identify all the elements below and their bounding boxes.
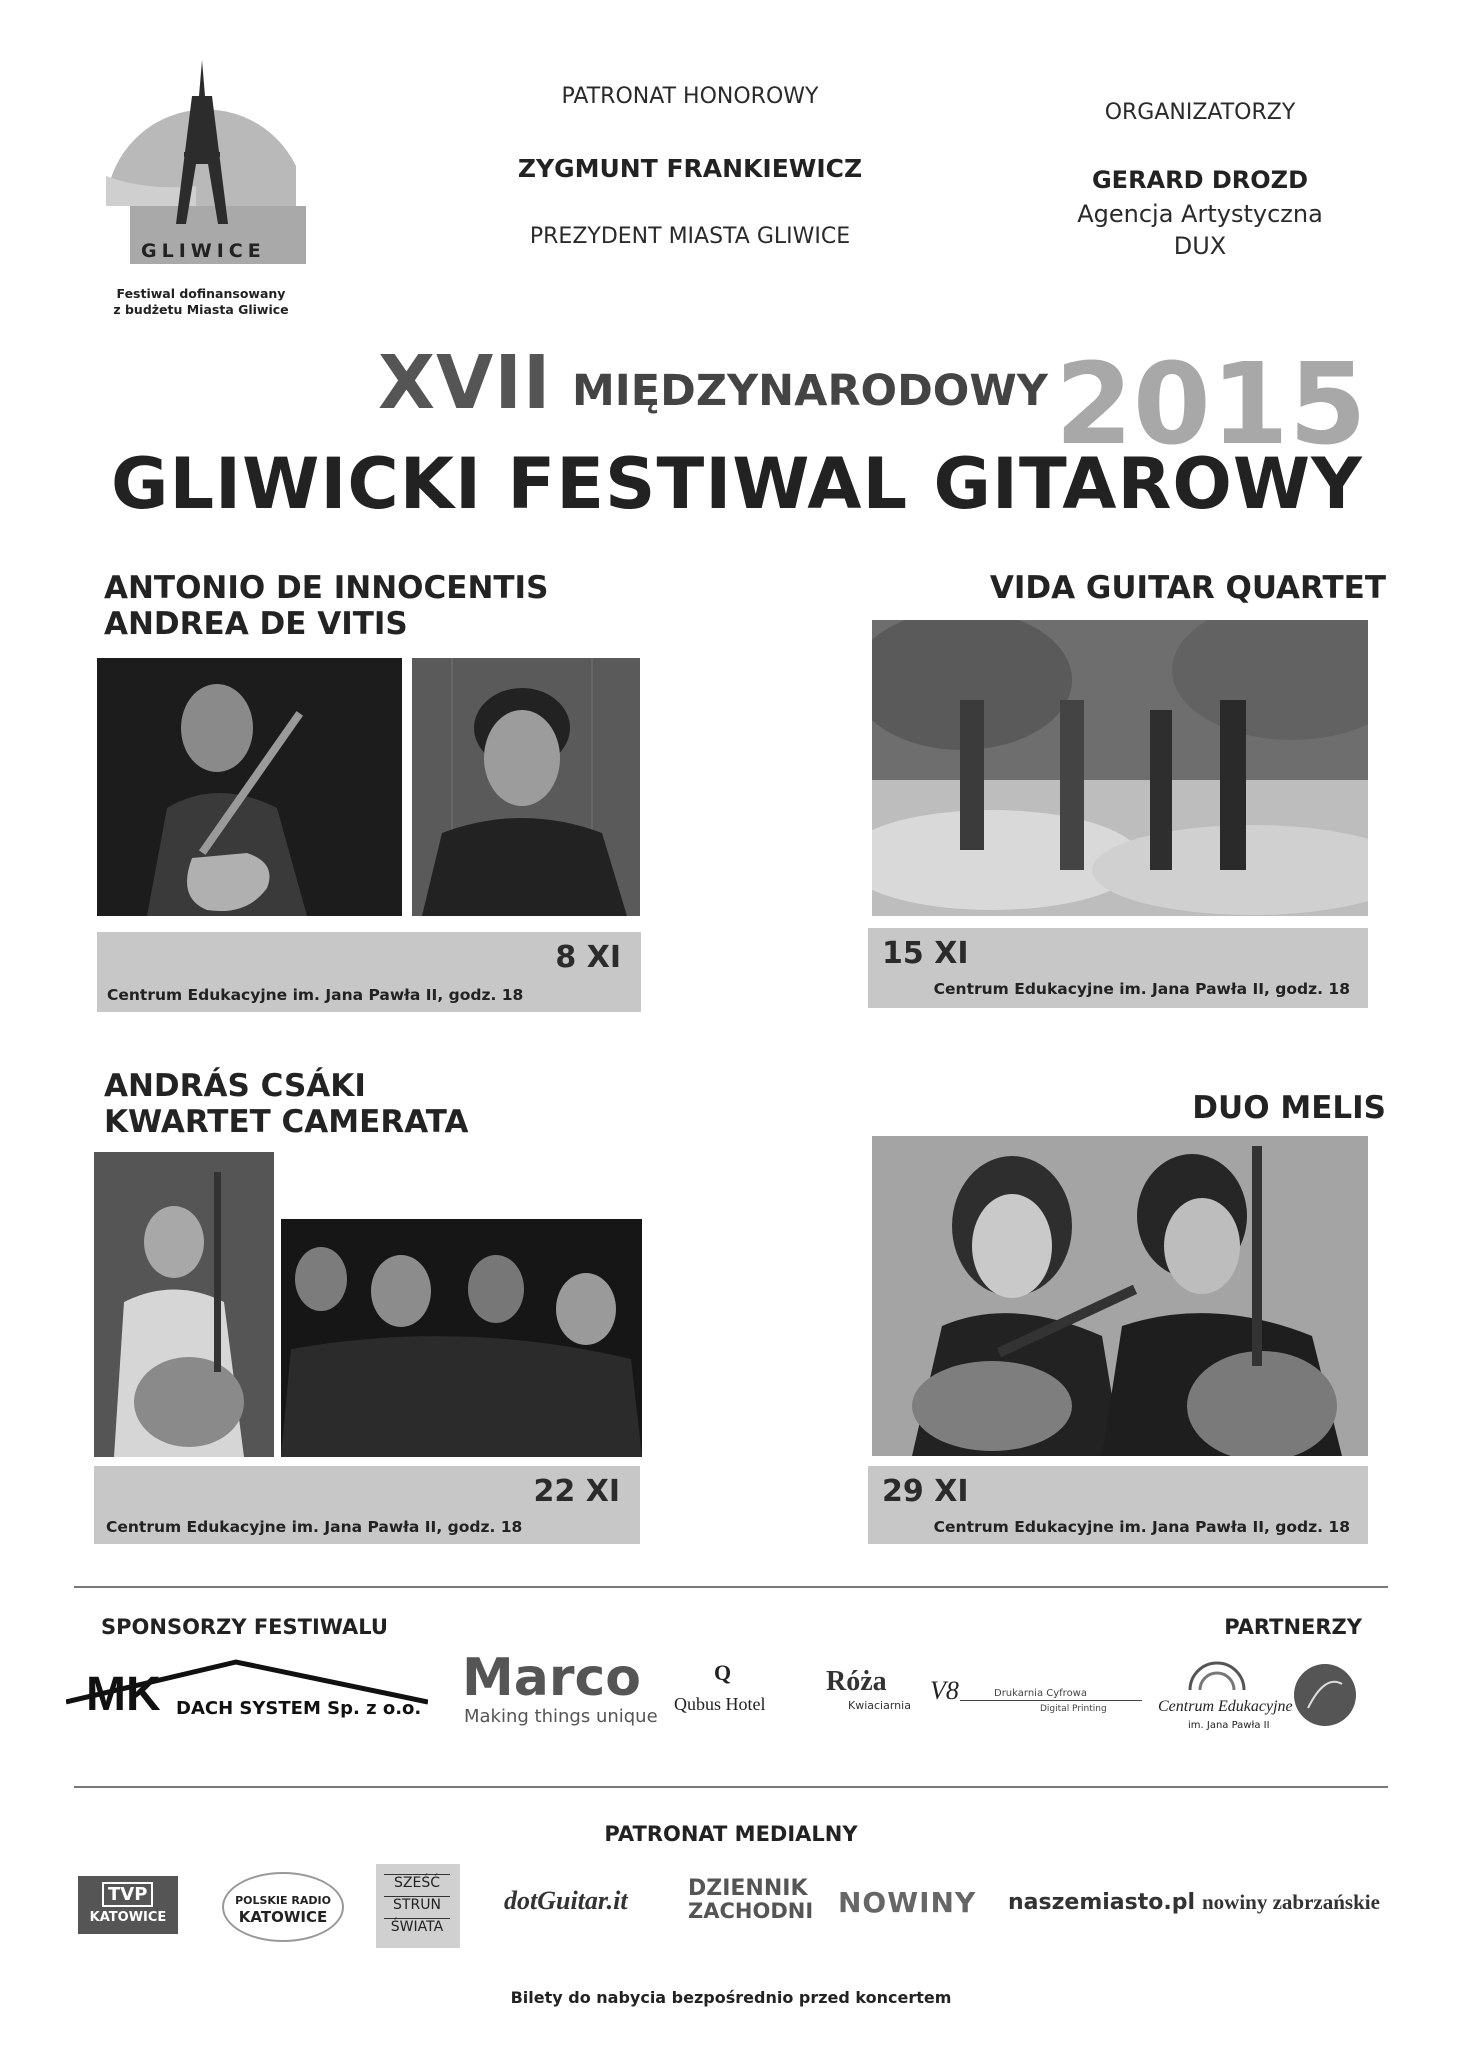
partner-centrum-sub: im. Jana Pawła II	[1188, 1720, 1270, 1731]
media-tvp-logo	[78, 1876, 178, 1934]
gliwice-logo	[86, 56, 316, 326]
concert1-artist-line1: ANTONIO DE INNOCENTIS	[104, 570, 549, 606]
concert3-photo-quartet	[281, 1219, 642, 1457]
concert3-artist-line1: ANDRÁS CSÁKI	[104, 1068, 366, 1104]
sponsor-marco-name: Marco	[462, 1648, 642, 1708]
svg-text:MK: MK	[86, 1668, 161, 1712]
drukarnia-line	[960, 1700, 1142, 1701]
partners-label: PARTNERZY	[1224, 1615, 1362, 1639]
concert2-venue: Centrum Edukacyjne im. Jana Pawła II, godz. 18	[933, 980, 1350, 998]
concert4-date: 29 XI	[882, 1474, 969, 1509]
media-tvp: TVP	[102, 1882, 153, 1907]
media-nowiny-zabrzanskie: nowiny zabrzańskie	[1202, 1890, 1380, 1914]
logo-city-name: GLIWICE	[141, 240, 266, 262]
concert4-photo-duo	[872, 1136, 1368, 1456]
concert2-info-bar	[868, 928, 1368, 1008]
sponsor-roza: Róża	[826, 1666, 887, 1697]
sponsor-roza-sub: Kwiaciarnia	[848, 1699, 911, 1712]
media-radio-logo	[222, 1872, 344, 1942]
festival-edition: XVII	[378, 340, 552, 426]
media-nowiny: NOWINY	[838, 1886, 977, 1919]
media-szesc-line3: ŚWIATA	[384, 1918, 450, 1935]
media-szesc-line2: STRUN	[384, 1896, 450, 1913]
sponsor-qubus: Qubus Hotel	[674, 1694, 766, 1714]
organizers-label: ORGANIZATORZY	[1104, 100, 1296, 125]
concert2-artist: VIDA GUITAR QUARTET	[989, 570, 1386, 606]
concert1-artist-line2: ANDREA DE VITIS	[104, 606, 408, 642]
logo-caption-line1: Festiwal dofinansowany	[116, 286, 286, 301]
concert3-date: 22 XI	[533, 1474, 620, 1509]
concert3-artist-line2: KWARTET CAMERATA	[104, 1104, 469, 1140]
festival-international: MIĘDZYNARODOWY	[572, 366, 1048, 416]
media-szesc-logo	[376, 1864, 460, 1948]
partner-circle-logo	[1294, 1664, 1356, 1726]
sponsor-drukarnia-sub: Digital Printing	[1040, 1704, 1107, 1714]
sponsor-dach-name: DACH SYSTEM Sp. z o.o.	[176, 1698, 422, 1719]
concert1-photo-guitarist	[97, 658, 402, 916]
organizer-name: GERARD DROZD	[1091, 166, 1309, 194]
media-dziennik-line1: DZIENNIK	[688, 1876, 808, 1901]
festival-title: GLIWICKI FESTIWAL GITAROWY	[111, 443, 1363, 525]
organizer-agency-line1: Agencja Artystyczna	[1077, 200, 1323, 228]
concert1-info-bar	[97, 932, 641, 1012]
media-radio-line1: POLSKIE RADIO	[235, 1894, 331, 1907]
ticket-info: Bilety do nabycia bezpośrednio przed koncertem	[510, 1988, 952, 2007]
concert2-photo-quartet	[872, 620, 1368, 916]
centrum-sun-icon	[1180, 1660, 1254, 1694]
concert1-venue: Centrum Edukacyjne im. Jana Pawła II, godz. 18	[107, 986, 524, 1004]
media-dotguitar: dotGuitar.it	[504, 1886, 628, 1915]
partner-centrum: Centrum Edukacyjne	[1158, 1698, 1293, 1715]
media-radio-line2: KATOWICE	[238, 1908, 328, 1926]
concert4-artist: DUO MELIS	[1192, 1090, 1386, 1126]
qubus-q-icon: Q	[714, 1660, 732, 1685]
media-szesc-line1: SZEŚĆ	[384, 1874, 450, 1891]
concert3-info-bar	[94, 1466, 640, 1544]
concert1-date: 8 XI	[555, 940, 621, 975]
patron-role: PREZYDENT MIASTA GLIWICE	[529, 224, 851, 249]
divider-top	[74, 1586, 1388, 1588]
patronage-label: PATRONAT HONOROWY	[561, 84, 819, 109]
sponsor-mk-dach-logo	[66, 1652, 428, 1732]
concert1-photo-portrait	[412, 658, 640, 916]
festival-year: 2015	[1055, 340, 1367, 470]
concert4-info-bar	[868, 1466, 1368, 1544]
sponsor-v8: V8	[930, 1676, 959, 1705]
media-naszemiasto: naszemiasto.pl	[1008, 1890, 1196, 1915]
media-dziennik-line2: ZACHODNI	[688, 1899, 814, 1923]
concert2-date: 15 XI	[882, 936, 969, 971]
concert3-photo-guitarist	[94, 1152, 274, 1457]
concert3-venue: Centrum Edukacyjne im. Jana Pawła II, godz. 18	[106, 1518, 523, 1536]
logo-caption-line2: z budżetu Miasta Gliwice	[113, 302, 289, 317]
patron-name: ZYGMUNT FRANKIEWICZ	[517, 154, 863, 183]
concert4-venue: Centrum Edukacyjne im. Jana Pawła II, godz. 18	[933, 1518, 1350, 1536]
divider-bottom	[74, 1786, 1388, 1788]
media-label: PATRONAT MEDIALNY	[604, 1822, 858, 1846]
sponsor-drukarnia: Drukarnia Cyfrowa	[994, 1688, 1087, 1699]
sponsor-marco-tagline: Making things unique	[464, 1706, 658, 1727]
sponsors-label: SPONSORZY FESTIWALU	[101, 1615, 388, 1639]
media-tvp-sub: KATOWICE	[89, 1910, 167, 1925]
organizer-agency-line2: DUX	[1173, 232, 1227, 260]
